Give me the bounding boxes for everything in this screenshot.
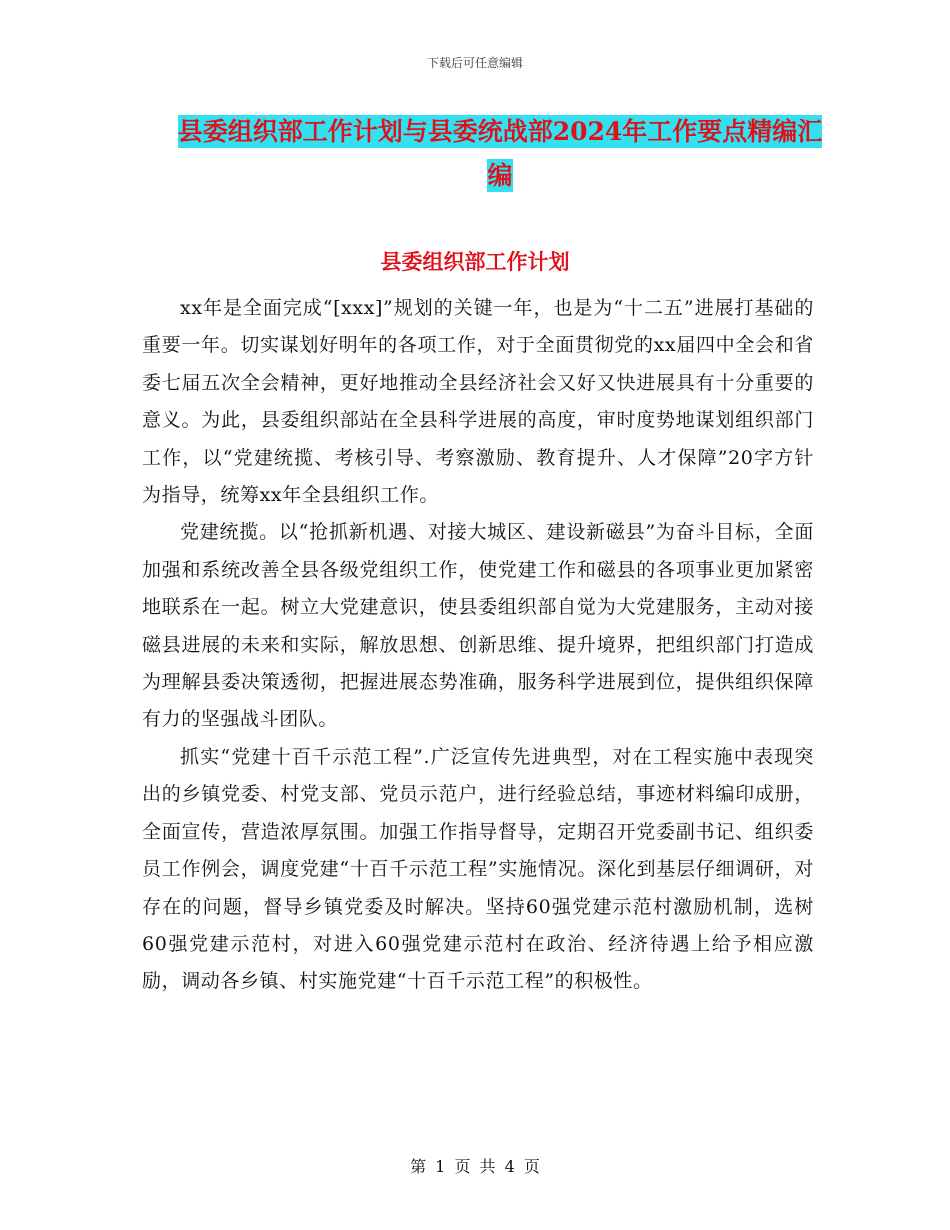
document-body xyxy=(142,290,814,1001)
paragraph: 党建统揽。以“抢抓新机遇、对接大城区、建设新磁县”为奋斗目标，全面加强和系统改善全县各级党组织工作，使党建工作和磁县的各项事业更加紧密地联系在一起。树立大党建意识，使县委组织部自觉为大党建服务，主动对接磁县进展的未来和实际，解放思想、创新思维、提升境界，把组织部门打造成为理解县委决策透彻，把握进展态势准确，服务科学进展到位，提供组织保障有力的坚强战斗团队。 xyxy=(142,521,814,731)
document-title-text: 县委组织部工作计划与县委统战部2024年工作要点精编汇编 xyxy=(177,117,823,190)
section-heading: 县委组织部工作计划 xyxy=(380,249,570,274)
paragraph: 抓实“党建十百千示范工程”.广泛宣传先进典型，对在工程实施中表现突出的乡镇党委、村党支部、党员示范户，进行经验总结，事迹材料编印成册，全面宣传，营造浓厚氛围。加强工作指导督导，定期召开党委副书记、组织委员工作例会，调度党建“十百千示范工程”实施情况。深化到基层仔细调研，对存在的问题，督导乡镇党委及时解决。坚持60强党建示范村激励机制，选树60强党建示范村，对进入60强党建示范村在政治、经济待遇上给予相应激励，调动各乡镇、村实施党建“十百千示范工程”的积极性。 xyxy=(142,745,814,993)
header-note: 下载后可任意编辑 xyxy=(426,56,523,70)
page-number: 第 1 页 共 4 页 xyxy=(410,1157,540,1176)
document-title xyxy=(170,110,830,198)
paragraph: xx年是全面完成“[xxx]”规划的关键一年，也是为“十二五”进展打基础的重要一年。切实谋划好明年的各项工作，对于全面贯彻党的xx届四中全会和省委七届五次全会精神，更好地推动全县经济社会又好又快进展具有十分重要的意义。为此，县委组织部站在全县科学进展的高度，审时度势地谋划组织部门工作，以“党建统揽、考核引导、考察激励、教育提升、人才保障”20字方针为指导，统筹xx年全县组织工作。 xyxy=(142,297,814,507)
